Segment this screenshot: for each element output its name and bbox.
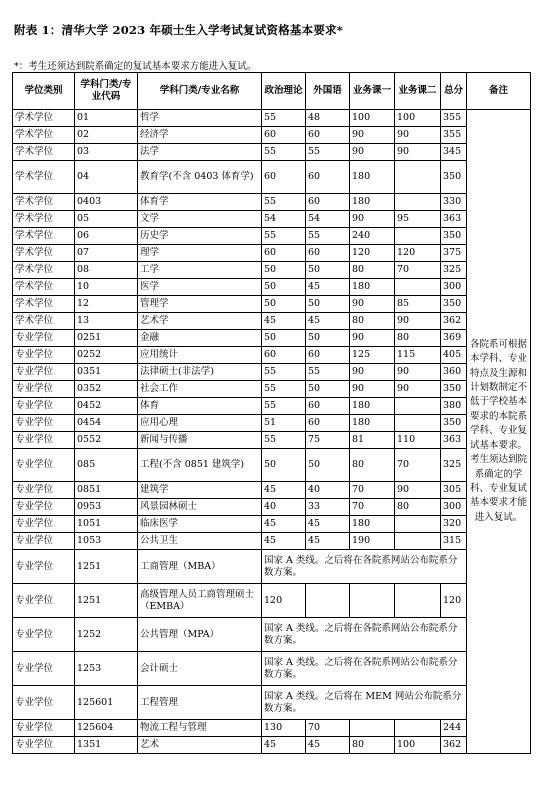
politics-cell: 55 (262, 110, 306, 127)
degree-type-cell: 专业学位 (13, 398, 75, 415)
name-cell: 教育学(不含 0403 体育学) (138, 161, 262, 194)
degree-type-cell: 学术学位 (13, 313, 75, 330)
foreign-language-cell: 45 (306, 533, 350, 550)
politics-cell: 51 (262, 415, 306, 432)
header-total: 总分 (441, 73, 467, 110)
course-1-cell: 180 (350, 279, 395, 296)
header-remark: 备注 (467, 73, 531, 110)
course-2-cell: 80 (395, 499, 441, 516)
course-1-cell: 240 (350, 228, 395, 245)
foreign-language-cell: 40 (306, 482, 350, 499)
table-row (13, 144, 531, 161)
course-1-cell: 90 (350, 364, 395, 381)
name-cell: 法学 (138, 144, 262, 161)
code-cell: 08 (75, 262, 138, 279)
politics-cell: 120 (262, 584, 306, 618)
degree-type-cell: 专业学位 (13, 482, 75, 499)
total-cell: 300 (441, 279, 467, 296)
course-1-cell: 180 (350, 398, 395, 415)
degree-type-cell: 专业学位 (13, 364, 75, 381)
course-1-cell: 80 (350, 313, 395, 330)
foreign-language-cell: 60 (306, 347, 350, 364)
code-cell: 0452 (75, 398, 138, 415)
national-line-cell: 国家 A 类线。之后将在各院系网站公布院系分数方案。 (262, 652, 467, 686)
total-cell: 300 (441, 499, 467, 516)
foreign-language-cell (306, 584, 350, 618)
code-cell: 0351 (75, 364, 138, 381)
degree-type-cell: 学术学位 (13, 144, 75, 161)
table-row (13, 482, 531, 499)
code-cell: 0552 (75, 432, 138, 449)
degree-type-cell: 专业学位 (13, 330, 75, 347)
politics-cell: 50 (262, 330, 306, 347)
name-cell: 艺术学 (138, 313, 262, 330)
table-row (13, 313, 531, 330)
total-cell: 350 (441, 161, 467, 194)
politics-cell: 50 (262, 279, 306, 296)
table-row (13, 516, 531, 533)
foreign-language-cell: 60 (306, 245, 350, 262)
degree-type-cell: 专业学位 (13, 449, 75, 482)
footnote: *：考生还须达到院系确定的复试基本要求方能进入复试。 (14, 61, 257, 72)
table-row (13, 432, 531, 449)
table-row (13, 398, 531, 415)
total-cell: 350 (441, 381, 467, 398)
politics-cell: 60 (262, 347, 306, 364)
foreign-language-cell: 75 (306, 432, 350, 449)
table-row (13, 584, 531, 618)
degree-type-cell: 专业学位 (13, 347, 75, 364)
table-row (13, 110, 531, 127)
course-1-cell: 90 (350, 330, 395, 347)
politics-cell: 45 (262, 482, 306, 499)
total-cell: 120 (441, 584, 467, 618)
table-row (13, 449, 531, 482)
course-2-cell: 80 (395, 330, 441, 347)
name-cell: 体育 (138, 398, 262, 415)
header-foreign-language: 外国语 (306, 73, 350, 110)
foreign-language-cell: 55 (306, 144, 350, 161)
course-1-cell: 180 (350, 161, 395, 194)
name-cell: 高级管理人员工商管理硕士（EMBA） (138, 584, 262, 618)
total-cell: 405 (441, 347, 467, 364)
degree-type-cell: 专业学位 (13, 652, 75, 686)
name-cell: 工程管理 (138, 686, 262, 720)
course-2-cell (395, 584, 441, 618)
total-cell: 350 (441, 296, 467, 313)
name-cell: 新闻与传播 (138, 432, 262, 449)
header-row (13, 73, 531, 110)
degree-type-cell: 专业学位 (13, 432, 75, 449)
total-cell: 355 (441, 127, 467, 144)
course-2-cell: 95 (395, 211, 441, 228)
course-2-cell: 90 (395, 482, 441, 499)
course-2-cell: 90 (395, 127, 441, 144)
foreign-language-cell: 45 (306, 279, 350, 296)
name-cell: 会计硕士 (138, 652, 262, 686)
course-2-cell: 90 (395, 144, 441, 161)
politics-cell: 130 (262, 720, 306, 737)
header-course-1: 业务课一 (350, 73, 395, 110)
code-cell: 1053 (75, 533, 138, 550)
total-cell: 305 (441, 482, 467, 499)
course-2-cell: 90 (395, 313, 441, 330)
national-line-cell: 国家 A 类线。之后将在 MEM 网站公布院系分数方案。 (262, 686, 467, 720)
politics-cell: 55 (262, 144, 306, 161)
name-cell: 体育学 (138, 194, 262, 211)
foreign-language-cell: 50 (306, 262, 350, 279)
degree-type-cell: 学术学位 (13, 161, 75, 194)
degree-type-cell: 学术学位 (13, 279, 75, 296)
degree-type-cell: 学术学位 (13, 194, 75, 211)
code-cell: 1351 (75, 737, 138, 754)
degree-type-cell: 学术学位 (13, 228, 75, 245)
degree-type-cell: 专业学位 (13, 533, 75, 550)
course-2-cell: 85 (395, 296, 441, 313)
code-cell: 1051 (75, 516, 138, 533)
course-2-cell (395, 720, 441, 737)
politics-cell: 60 (262, 245, 306, 262)
foreign-language-cell: 60 (306, 194, 350, 211)
name-cell: 理学 (138, 245, 262, 262)
degree-type-cell: 专业学位 (13, 550, 75, 584)
name-cell: 工程(不含 0851 建筑学) (138, 449, 262, 482)
code-cell: 05 (75, 211, 138, 228)
foreign-language-cell: 45 (306, 313, 350, 330)
politics-cell: 45 (262, 737, 306, 754)
politics-cell: 50 (262, 296, 306, 313)
code-cell: 07 (75, 245, 138, 262)
politics-cell: 45 (262, 533, 306, 550)
total-cell: 369 (441, 330, 467, 347)
name-cell: 法律硕士(非法学) (138, 364, 262, 381)
course-1-cell: 120 (350, 245, 395, 262)
page-title: 附表 1：清华大学 2023 年硕士生入学考试复试资格基本要求* (14, 23, 343, 37)
table-row (13, 245, 531, 262)
total-cell: 315 (441, 533, 467, 550)
table-row (13, 194, 531, 211)
course-2-cell: 115 (395, 347, 441, 364)
table-row (13, 296, 531, 313)
header-course-2: 业务课二 (395, 73, 441, 110)
name-cell: 公共卫生 (138, 533, 262, 550)
politics-cell: 55 (262, 432, 306, 449)
code-cell: 1251 (75, 584, 138, 618)
foreign-language-cell: 50 (306, 330, 350, 347)
total-cell: 325 (441, 262, 467, 279)
header-politics: 政治理论 (262, 73, 306, 110)
course-1-cell: 90 (350, 296, 395, 313)
table-row (13, 330, 531, 347)
degree-type-cell: 专业学位 (13, 584, 75, 618)
total-cell: 320 (441, 516, 467, 533)
course-2-cell (395, 228, 441, 245)
code-cell: 01 (75, 110, 138, 127)
course-1-cell: 81 (350, 432, 395, 449)
foreign-language-cell: 45 (306, 516, 350, 533)
code-cell: 0352 (75, 381, 138, 398)
foreign-language-cell: 48 (306, 110, 350, 127)
degree-type-cell: 专业学位 (13, 381, 75, 398)
course-1-cell: 180 (350, 415, 395, 432)
course-1-cell: 90 (350, 211, 395, 228)
table-row (13, 127, 531, 144)
code-cell: 1253 (75, 652, 138, 686)
name-cell: 工学 (138, 262, 262, 279)
code-cell: 06 (75, 228, 138, 245)
course-1-cell: 70 (350, 499, 395, 516)
foreign-language-cell: 50 (306, 449, 350, 482)
name-cell: 物流工程与管理 (138, 720, 262, 737)
name-cell: 社会工作 (138, 381, 262, 398)
national-line-cell: 国家 A 类线。之后将在各院系网站公布院系分数方案。 (262, 550, 467, 584)
table-row (13, 262, 531, 279)
degree-type-cell: 学术学位 (13, 245, 75, 262)
foreign-language-cell: 50 (306, 381, 350, 398)
total-cell: 244 (441, 720, 467, 737)
politics-cell: 60 (262, 161, 306, 194)
name-cell: 金融 (138, 330, 262, 347)
code-cell: 1251 (75, 550, 138, 584)
table-row (13, 228, 531, 245)
course-2-cell (395, 398, 441, 415)
politics-cell: 55 (262, 364, 306, 381)
code-cell: 12 (75, 296, 138, 313)
name-cell: 哲学 (138, 110, 262, 127)
foreign-language-cell: 55 (306, 364, 350, 381)
politics-cell: 50 (262, 449, 306, 482)
course-2-cell: 70 (395, 449, 441, 482)
foreign-language-cell: 55 (306, 228, 350, 245)
course-2-cell (395, 279, 441, 296)
course-1-cell (350, 720, 395, 737)
name-cell: 工商管理（MBA） (138, 550, 262, 584)
course-2-cell: 70 (395, 262, 441, 279)
code-cell: 0953 (75, 499, 138, 516)
course-2-cell: 90 (395, 381, 441, 398)
name-cell: 临床医学 (138, 516, 262, 533)
course-2-cell (395, 533, 441, 550)
politics-cell: 50 (262, 262, 306, 279)
course-1-cell (350, 584, 395, 618)
course-1-cell: 90 (350, 127, 395, 144)
total-cell: 325 (441, 449, 467, 482)
table-row (13, 381, 531, 398)
politics-cell: 55 (262, 228, 306, 245)
name-cell: 公共管理（MPA） (138, 618, 262, 652)
national-line-cell: 国家 A 类线。之后将在各院系网站公布院系分数方案。 (262, 618, 467, 652)
table-row (13, 499, 531, 516)
foreign-language-cell: 54 (306, 211, 350, 228)
course-1-cell: 90 (350, 144, 395, 161)
course-2-cell (395, 194, 441, 211)
politics-cell: 54 (262, 211, 306, 228)
politics-cell: 45 (262, 516, 306, 533)
code-cell: 125604 (75, 720, 138, 737)
politics-cell: 55 (262, 398, 306, 415)
course-2-cell: 120 (395, 245, 441, 262)
table-row (13, 211, 531, 228)
course-1-cell: 190 (350, 533, 395, 550)
code-cell: 0403 (75, 194, 138, 211)
name-cell: 艺术 (138, 737, 262, 754)
table-row (13, 618, 531, 652)
table-row (13, 364, 531, 381)
name-cell: 医学 (138, 279, 262, 296)
politics-cell: 55 (262, 381, 306, 398)
degree-type-cell: 学术学位 (13, 296, 75, 313)
header-name: 学科门类/专业名称 (138, 73, 262, 110)
total-cell: 350 (441, 228, 467, 245)
table-row (13, 347, 531, 364)
course-1-cell: 90 (350, 381, 395, 398)
table-row (13, 737, 531, 754)
total-cell: 355 (441, 110, 467, 127)
course-2-cell: 100 (395, 110, 441, 127)
name-cell: 文学 (138, 211, 262, 228)
code-cell: 0454 (75, 415, 138, 432)
degree-type-cell: 专业学位 (13, 618, 75, 652)
total-cell: 345 (441, 144, 467, 161)
degree-type-cell: 专业学位 (13, 720, 75, 737)
course-1-cell: 80 (350, 262, 395, 279)
total-cell: 363 (441, 432, 467, 449)
total-cell: 362 (441, 313, 467, 330)
course-2-cell (395, 516, 441, 533)
total-cell: 360 (441, 364, 467, 381)
degree-type-cell: 专业学位 (13, 499, 75, 516)
requirements-table (12, 72, 531, 754)
code-cell: 04 (75, 161, 138, 194)
code-cell: 10 (75, 279, 138, 296)
course-1-cell: 80 (350, 449, 395, 482)
code-cell: 1252 (75, 618, 138, 652)
total-cell: 380 (441, 398, 467, 415)
foreign-language-cell: 60 (306, 127, 350, 144)
degree-type-cell: 专业学位 (13, 516, 75, 533)
code-cell: 0251 (75, 330, 138, 347)
course-2-cell (395, 415, 441, 432)
header-degree-type: 学位类别 (13, 73, 75, 110)
politics-cell: 40 (262, 499, 306, 516)
code-cell: 0252 (75, 347, 138, 364)
total-cell: 362 (441, 737, 467, 754)
course-1-cell: 80 (350, 737, 395, 754)
code-cell: 02 (75, 127, 138, 144)
foreign-language-cell: 70 (306, 720, 350, 737)
table-row (13, 652, 531, 686)
course-1-cell: 70 (350, 482, 395, 499)
total-cell: 363 (441, 211, 467, 228)
course-1-cell: 180 (350, 194, 395, 211)
foreign-language-cell: 60 (306, 398, 350, 415)
total-cell: 350 (441, 415, 467, 432)
remark-cell: 各院系可根据本学科、专业特点及生源和计划数制定不低于学校基本要求的本院系学科、专业复试基本要求。考生须达到院系确定的学科、专业复试基本要求才能进入复试。 (467, 110, 531, 754)
politics-cell: 60 (262, 127, 306, 144)
table-row (13, 720, 531, 737)
foreign-language-cell: 60 (306, 415, 350, 432)
name-cell: 应用心理 (138, 415, 262, 432)
degree-type-cell: 专业学位 (13, 737, 75, 754)
degree-type-cell: 学术学位 (13, 262, 75, 279)
total-cell: 375 (441, 245, 467, 262)
code-cell: 13 (75, 313, 138, 330)
table-row (13, 686, 531, 720)
foreign-language-cell: 45 (306, 737, 350, 754)
politics-cell: 55 (262, 194, 306, 211)
name-cell: 建筑学 (138, 482, 262, 499)
table-row (13, 279, 531, 296)
table-row (13, 415, 531, 432)
code-cell: 03 (75, 144, 138, 161)
name-cell: 管理学 (138, 296, 262, 313)
course-2-cell (395, 161, 441, 194)
foreign-language-cell: 33 (306, 499, 350, 516)
total-cell: 330 (441, 194, 467, 211)
course-1-cell: 100 (350, 110, 395, 127)
header-code: 学科门类/专业代码 (75, 73, 138, 110)
name-cell: 历史学 (138, 228, 262, 245)
politics-cell: 45 (262, 313, 306, 330)
degree-type-cell: 专业学位 (13, 415, 75, 432)
table-row (13, 161, 531, 194)
course-2-cell: 100 (395, 737, 441, 754)
foreign-language-cell: 60 (306, 161, 350, 194)
code-cell: 085 (75, 449, 138, 482)
table-row (13, 533, 531, 550)
course-2-cell: 90 (395, 364, 441, 381)
degree-type-cell: 学术学位 (13, 211, 75, 228)
degree-type-cell: 学术学位 (13, 110, 75, 127)
foreign-language-cell: 50 (306, 296, 350, 313)
course-1-cell: 125 (350, 347, 395, 364)
table-row (13, 550, 531, 584)
course-1-cell: 180 (350, 516, 395, 533)
name-cell: 应用统计 (138, 347, 262, 364)
name-cell: 风景园林硕士 (138, 499, 262, 516)
code-cell: 0851 (75, 482, 138, 499)
course-2-cell: 110 (395, 432, 441, 449)
code-cell: 125601 (75, 686, 138, 720)
name-cell: 经济学 (138, 127, 262, 144)
degree-type-cell: 学术学位 (13, 127, 75, 144)
degree-type-cell: 专业学位 (13, 686, 75, 720)
